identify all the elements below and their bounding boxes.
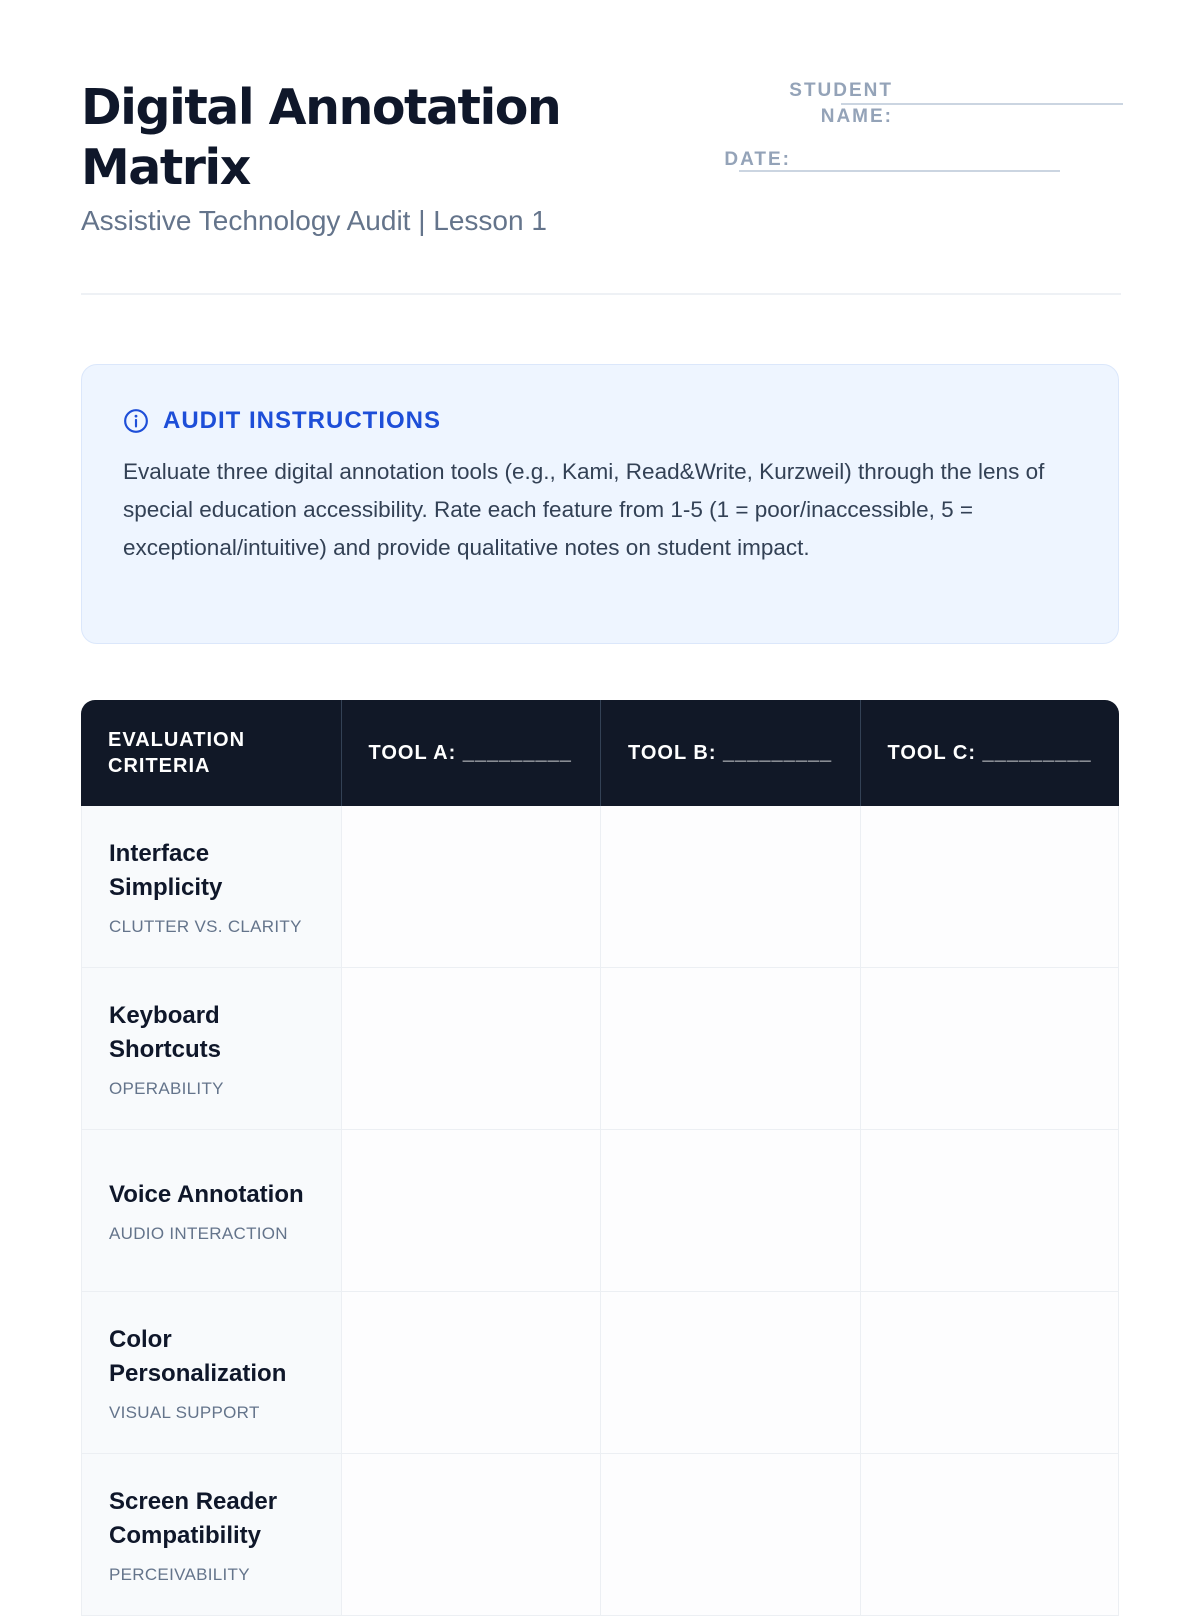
tool-c-cell[interactable]: [860, 968, 1120, 1130]
evaluation-matrix: [81, 700, 1119, 1616]
header-evaluation-criteria: EVALUATION CRITERIA: [81, 700, 341, 806]
tool-b-cell[interactable]: [600, 1292, 860, 1454]
criteria-name: Color Personalization: [109, 1325, 287, 1387]
criteria-subtitle: OPERABILITY: [109, 1078, 224, 1098]
info-circle-icon: [123, 408, 149, 434]
criteria-subtitle: AUDIO INTERACTION: [109, 1223, 288, 1243]
tool-a-cell[interactable]: [341, 1130, 601, 1292]
criteria-cell: [81, 968, 341, 1130]
header-tool-c: TOOL C: _________: [860, 700, 1120, 806]
matrix-header-row: [81, 700, 1119, 806]
instructions-title: AUDIT INSTRUCTIONS: [163, 407, 441, 434]
student-name-label-line1: STUDENT: [789, 80, 893, 101]
criteria-cell: [81, 1292, 341, 1454]
criteria-cell: [81, 1454, 341, 1616]
criteria-name: Voice Annotation: [109, 1180, 304, 1208]
criteria-cell: [81, 806, 341, 968]
student-name-line[interactable]: [841, 103, 1123, 105]
criteria-subtitle: VISUAL SUPPORT: [109, 1402, 260, 1422]
tool-c-cell[interactable]: [860, 1130, 1120, 1292]
tool-a-cell[interactable]: [341, 1292, 601, 1454]
student-name-label-line2: NAME:: [820, 106, 893, 127]
instructions-header: [123, 407, 441, 435]
tool-a-cell[interactable]: [341, 1454, 601, 1616]
table-row: [81, 806, 1119, 968]
tool-a-cell[interactable]: [341, 806, 601, 968]
date-line[interactable]: [739, 170, 1060, 172]
criteria-cell: [81, 1130, 341, 1292]
page-subtitle: Assistive Technology Audit | Lesson 1: [81, 205, 547, 236]
tool-c-cell[interactable]: [860, 1292, 1120, 1454]
date-label: DATE:: [724, 149, 791, 170]
tool-b-cell[interactable]: [600, 1454, 860, 1616]
criteria-subtitle: PERCEIVABILITY: [109, 1564, 250, 1584]
tool-a-cell[interactable]: [341, 968, 601, 1130]
tool-c-cell[interactable]: [860, 806, 1120, 968]
criteria-name: Interface Simplicity: [109, 839, 223, 901]
table-row: [81, 1292, 1119, 1454]
instructions-panel: [81, 364, 1119, 644]
criteria-subtitle: CLUTTER VS. CLARITY: [109, 916, 302, 936]
header-tool-b: TOOL B: _________: [600, 700, 860, 806]
page-title: Digital Annotation Matrix: [81, 79, 561, 196]
header-divider: [81, 293, 1121, 295]
tool-b-cell[interactable]: [600, 968, 860, 1130]
header-tool-a: TOOL A: _________: [341, 700, 601, 806]
tool-b-cell[interactable]: [600, 806, 860, 968]
criteria-name: Keyboard Shortcuts: [109, 1001, 222, 1063]
table-row: [81, 1454, 1119, 1616]
table-row: [81, 1130, 1119, 1292]
tool-c-cell[interactable]: [860, 1454, 1120, 1616]
table-row: [81, 968, 1119, 1130]
tool-b-cell[interactable]: [600, 1130, 860, 1292]
criteria-name: Screen Reader Compatibility: [109, 1487, 278, 1549]
instructions-body: Evaluate three digital annotation tools (e.g., Kami, Read&Write, Kurzweil) through the lens of special education accessibility. Rate each feature from 1-5 (1 = poor/inaccessible, 5 = exceptional/intuitive) and provide qualitative notes on student impact.: [123, 459, 1045, 560]
